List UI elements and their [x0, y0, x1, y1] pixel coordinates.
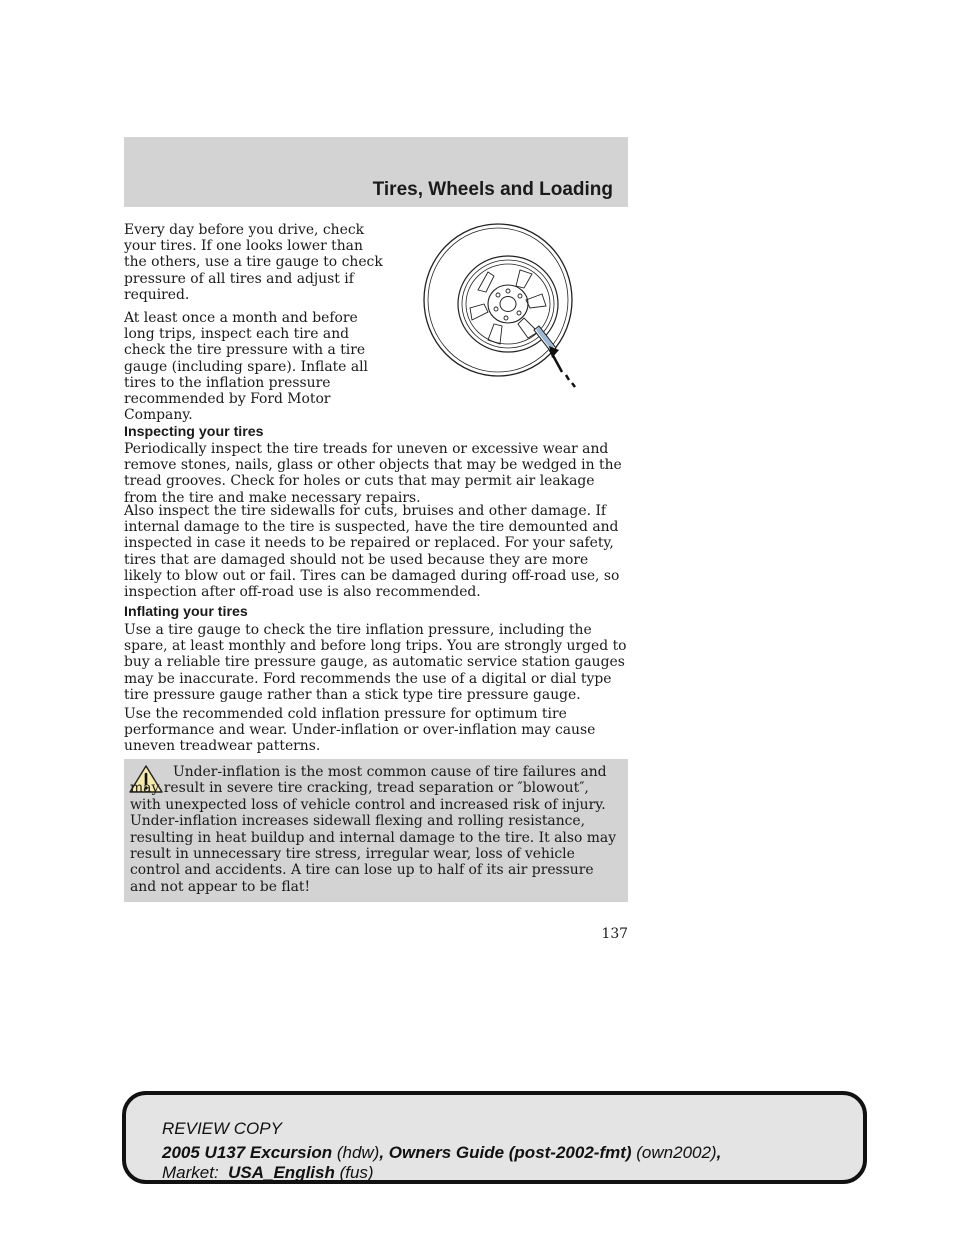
model-code: (hdw): [332, 1143, 380, 1162]
inflating-paragraph-2: Use the recommended cold inflation pressure for optimum tire performance and wear. Under-inflation or over-inflation may cause uneven treadwear patterns.: [124, 706, 596, 755]
page-number: 137: [601, 926, 628, 942]
review-copy-model-line: [162, 1143, 721, 1163]
review-copy-market-line: [162, 1163, 374, 1183]
market-code: (fus): [334, 1163, 374, 1182]
intro-paragraph-2: At least once a month and before long trips, inspect each tire and check the tire pressure with a tire gauge (including spare). Inflate all tires to the inflation pressure recommended by Ford Motor Company.: [124, 310, 368, 424]
review-copy-label: REVIEW COPY: [162, 1119, 282, 1138]
market-name: USA_English: [228, 1163, 335, 1182]
intro-paragraph-1: Every day before you drive, check your tires. If one looks lower than the others, use a tire gauge to check pressure of all tires and adjust if required.: [124, 222, 383, 303]
guide-code: (own2002): [631, 1143, 717, 1162]
warning-text: Under-inflation is the most common cause of tire failures and may result in severe tire cracking, tread separation or ″blowout″, with unexpected loss of vehicle control and increased risk of injury. Under-inflation increases sidewall flexing and rolling resistance, resulting in heat buildup and internal damage to the tire. It also may result in unnecessary tire stress, irregular wear, loss of vehicle control and accidents. A tire can lose up to half of its air pressure and not appear to be flat!: [130, 764, 617, 895]
tire-gauge-illustration: [418, 220, 588, 388]
inspecting-paragraph-1: Periodically inspect the tire treads for uneven or excessive wear and remove stones, nails, glass or other objects that may be wedged in the tread grooves. Check for holes or cuts that may permit air leakage from the tire and make necessary repairs.: [124, 441, 622, 506]
section-header-band: [124, 137, 628, 207]
inflating-paragraph-1: Use a tire gauge to check the tire inflation pressure, including the spare, at least monthly and before long trips. You are strongly urged to buy a reliable tire pressure gauge, as automatic service station gauges may be inaccurate. Ford recommends the use of a digital or dial type tire pressure gauge rather than a stick type tire pressure gauge.: [124, 622, 627, 703]
section-title: Tires, Wheels and Loading: [372, 179, 613, 200]
trailing-comma: ,: [716, 1143, 722, 1162]
guide-name: , Owners Guide (post-2002-fmt): [379, 1143, 632, 1162]
inflating-heading: Inflating your tires: [124, 604, 248, 620]
model-name: 2005 U137 Excursion: [162, 1143, 333, 1162]
review-copy-box: [122, 1091, 867, 1184]
market-label: Market:: [162, 1163, 229, 1182]
inspecting-paragraph-2: Also inspect the tire sidewalls for cuts, bruises and other damage. If internal damage to the tire is suspected, have the tire demounted and inspected in case it needs to be repaired or replaced. For your safety, tires that are damaged should not be used because they are more likely to blow out or fail. Tires can be damaged during off-road use, so inspection after off-road use is also recommended.: [124, 503, 620, 601]
warning-box: [124, 759, 628, 902]
inspecting-heading: Inspecting your tires: [124, 424, 264, 440]
